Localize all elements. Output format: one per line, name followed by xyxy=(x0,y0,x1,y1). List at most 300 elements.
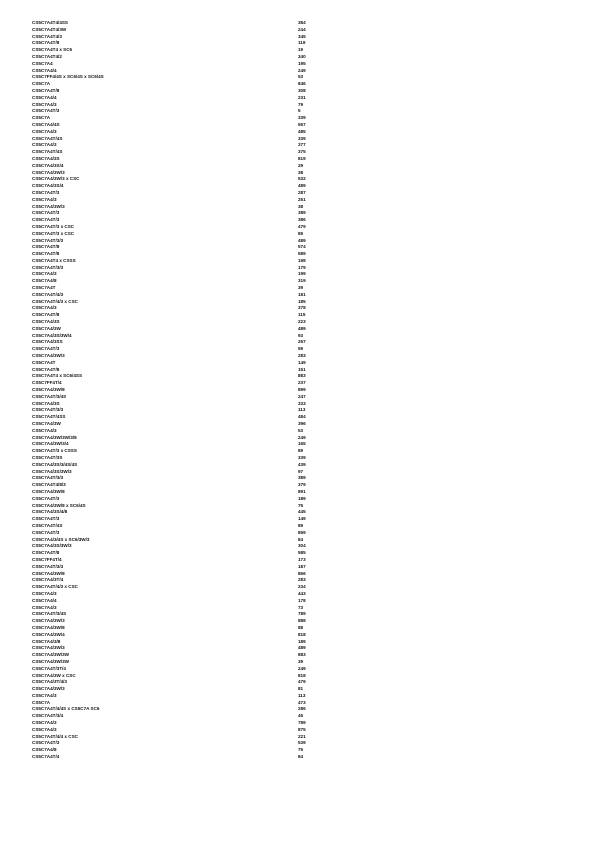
item-value: 189 xyxy=(298,495,306,501)
item-code: CS5C7A4T/4/3 x CSC xyxy=(32,298,78,304)
item-code: CS5C7A4T/4/4S x CS5C7A SC6 xyxy=(32,706,100,712)
list-item xyxy=(32,305,332,312)
list-item xyxy=(32,210,332,217)
item-code: CS5C7A4/4 xyxy=(32,94,57,100)
list-item xyxy=(32,734,332,741)
item-value: 375 xyxy=(298,149,306,155)
item-value: 73 xyxy=(298,604,304,610)
item-code: CS5C7A4T/4 xyxy=(32,754,60,760)
item-code: CS5C7A4T/3 xyxy=(32,217,60,223)
item-value: 178 xyxy=(298,597,306,603)
item-code: CS5C7A xyxy=(32,699,51,705)
item-value: 819 xyxy=(298,155,306,161)
list-item xyxy=(32,754,332,761)
list-item xyxy=(32,550,332,557)
list-item xyxy=(32,387,332,394)
item-code: CS5C7A4T/4SS xyxy=(32,414,66,420)
item-code: CS5C7A4/3S/4 xyxy=(32,183,64,189)
list-item xyxy=(32,142,332,149)
list-item xyxy=(32,421,332,428)
list-item xyxy=(32,503,332,510)
item-code: CS5C7A4T/3S xyxy=(32,455,63,460)
item-value: 75 xyxy=(298,502,304,508)
list-item xyxy=(32,571,332,578)
item-value: 585 xyxy=(298,550,306,556)
item-value: 79 xyxy=(298,101,304,107)
item-code: CS5C7A4T/8 xyxy=(32,244,60,250)
list-item xyxy=(32,122,332,129)
list-item xyxy=(32,102,332,109)
item-value: 286 xyxy=(298,706,306,712)
list-item xyxy=(32,47,332,54)
item-code: CS5C7A4T/4/4 x CSC xyxy=(32,733,78,739)
item-value: 165 xyxy=(298,441,306,447)
item-value: 149 xyxy=(298,359,306,365)
item-code: CS5C7A4T/3 xyxy=(32,189,60,195)
item-value: 489 xyxy=(298,325,306,331)
list-item xyxy=(32,598,332,605)
item-value: 247 xyxy=(298,393,306,399)
item-code: CS5C7A4/4 xyxy=(32,67,57,73)
item-value: 859 xyxy=(298,529,306,535)
item-value: 304 xyxy=(298,543,306,549)
item-code: CS5C7A4/3W/3/4 xyxy=(32,441,69,447)
item-code: CS5C7FF4T/4 xyxy=(32,380,62,386)
item-code: CS5C7A4/3 xyxy=(32,305,57,311)
list-item xyxy=(32,183,332,190)
list-item xyxy=(32,81,332,88)
item-code: CS5C7A4/3 xyxy=(32,142,57,148)
item-value: 846 xyxy=(298,81,306,87)
list-item xyxy=(32,605,332,612)
item-code: CS5C7A xyxy=(32,115,51,121)
item-value: 223 xyxy=(298,319,306,325)
list-item xyxy=(32,564,332,571)
list-item xyxy=(32,346,332,353)
item-code: CS5C7A4/3S/3W/3 xyxy=(32,543,72,549)
list-item xyxy=(32,435,332,442)
item-code: CS5C7A4/3S xyxy=(32,155,60,161)
list-item xyxy=(32,68,332,75)
list-item xyxy=(32,40,332,47)
item-code: CS5C7A4/3 xyxy=(32,271,57,277)
list-item xyxy=(32,693,332,700)
item-value: 29 xyxy=(298,162,304,168)
item-value: 88 xyxy=(298,624,304,630)
code-value-list xyxy=(32,20,332,761)
list-item xyxy=(32,373,332,380)
item-value: 231 xyxy=(298,94,306,100)
item-value: 251 xyxy=(298,196,306,202)
list-item xyxy=(32,54,332,61)
item-code: CS5C7A4/3 xyxy=(32,720,57,726)
item-value: 287 xyxy=(298,189,306,195)
list-item xyxy=(32,686,332,693)
item-value: 89 xyxy=(298,448,304,454)
list-item xyxy=(32,516,332,523)
item-value: 339 xyxy=(298,135,306,141)
item-code: CS5C7A4/3W x CSC xyxy=(32,672,76,678)
item-code: CS5C7A4T/4S xyxy=(32,135,63,141)
item-value: 97 xyxy=(298,468,304,474)
item-code: CS5C7A4T/3/4 xyxy=(32,713,64,719)
item-code: CS5C7A4T/3 xyxy=(32,529,60,535)
item-value: 883 xyxy=(298,652,306,658)
item-value: 39 xyxy=(298,658,304,664)
list-item xyxy=(32,469,332,476)
list-item xyxy=(32,537,332,544)
item-value: 89 xyxy=(298,230,304,236)
item-value: 75 xyxy=(298,747,304,753)
item-code: CS5C7A4/3S xyxy=(32,319,60,325)
item-code: CS5C7A4T/3T/4 xyxy=(32,665,66,671)
item-value: 396 xyxy=(298,421,306,427)
list-item xyxy=(32,27,332,34)
item-value: 283 xyxy=(298,353,306,359)
item-code: CS5C7FF4T/4 xyxy=(32,556,62,562)
item-code: CS5C7A4/3W/3 xyxy=(32,686,65,692)
item-value: 789 xyxy=(298,611,306,617)
item-code: CS5C7A4T/3/3 xyxy=(32,475,64,481)
item-code: CS5C7A4T/3 x CSC xyxy=(32,223,75,229)
item-code: CS5C7A4T4 x SC6/4SS xyxy=(32,373,83,379)
item-code: CS5C7A4/4 xyxy=(32,597,57,603)
item-value: 484 xyxy=(298,414,306,420)
item-value: 119 xyxy=(298,40,306,46)
item-code: CS5C7A4T/3/3 xyxy=(32,264,64,270)
list-item xyxy=(32,720,332,727)
list-item xyxy=(32,299,332,306)
item-value: 249 xyxy=(298,67,306,73)
item-value: 539 xyxy=(298,740,306,746)
item-value: 53 xyxy=(298,427,304,433)
item-value: 84 xyxy=(298,536,304,542)
list-item xyxy=(32,88,332,95)
item-code: CS5C7A4T/3 xyxy=(32,516,60,522)
list-item xyxy=(32,428,332,435)
list-item xyxy=(32,34,332,41)
list-item xyxy=(32,407,332,414)
item-code: CS5C7A4T4 x CSSS xyxy=(32,257,76,263)
item-code: CS5C7A4/3W xyxy=(32,421,61,427)
list-item xyxy=(32,258,332,265)
list-item xyxy=(32,224,332,231)
item-code: CS5C7A4/3/8 xyxy=(32,638,61,644)
list-item xyxy=(32,367,332,374)
item-code: CS5C7A4T/8 xyxy=(32,550,60,556)
item-value: 473 xyxy=(298,699,306,705)
item-value: 386 xyxy=(298,217,306,223)
item-code: CS5C7A4/3W/8 xyxy=(32,488,65,494)
list-item xyxy=(32,95,332,102)
item-value: 574 xyxy=(298,244,306,250)
item-code: CS5C7A4/3W/3 xyxy=(32,353,65,359)
item-value: 19 xyxy=(298,47,304,53)
item-value: 257 xyxy=(298,339,306,345)
list-item xyxy=(32,740,332,747)
item-code: CS5C7A xyxy=(32,81,51,87)
item-value: 866 xyxy=(298,570,306,576)
item-code: CS5C7A4T/4/3 x CSC xyxy=(32,584,78,590)
item-value: 891 xyxy=(298,488,306,494)
item-value: 489 xyxy=(298,645,306,651)
item-code: CS5C7A4/3W/3W/3/8 xyxy=(32,434,77,440)
item-code: CS5C7A4/3W/8 xyxy=(32,570,65,576)
list-item xyxy=(32,706,332,713)
list-item xyxy=(32,312,332,319)
list-item xyxy=(32,639,332,646)
list-item xyxy=(32,285,332,292)
item-code: CS5C7A4/3W/3 xyxy=(32,645,65,651)
item-value: 181 xyxy=(298,291,306,297)
list-item xyxy=(32,333,332,340)
list-item xyxy=(32,414,332,421)
item-value: 244 xyxy=(298,26,306,32)
item-code: CS5C7A4T4/2 xyxy=(32,53,62,59)
item-value: 445 xyxy=(298,509,306,515)
item-code: CS5C7A4T4 x SC6 xyxy=(32,47,73,53)
item-value: 151 xyxy=(298,366,306,372)
item-code: CS5C7FF4/4S x SC6/4S x SC6/4S xyxy=(32,74,104,80)
item-code: CS5C7A4/3W/8 x SC6/4S xyxy=(32,502,86,508)
list-item xyxy=(32,115,332,122)
item-code: CS5C7A4/3W xyxy=(32,325,61,331)
list-item xyxy=(32,747,332,754)
item-value: 485 xyxy=(298,128,306,134)
item-value: 532 xyxy=(298,176,306,182)
list-item xyxy=(32,618,332,625)
list-item xyxy=(32,251,332,258)
item-value: 818 xyxy=(298,672,306,678)
item-value: 234 xyxy=(298,584,306,590)
list-item xyxy=(32,557,332,564)
list-item xyxy=(32,659,332,666)
item-code: CS5C7A4T4/4SS xyxy=(32,20,69,25)
list-item xyxy=(32,489,332,496)
item-value: 89 xyxy=(298,522,304,528)
item-code: CS5C7A4T/4/3 xyxy=(32,291,64,297)
item-value: 888 xyxy=(298,618,306,624)
item-code: CS5C7A4/3 xyxy=(32,726,57,732)
item-code: CS5C7A4T/3 xyxy=(32,740,60,746)
item-code: CS5C7A4T/8 xyxy=(32,87,60,93)
item-code: CS5C7A4T4/8/3 xyxy=(32,482,66,488)
item-value: 149 xyxy=(298,516,306,522)
item-value: 789 xyxy=(298,720,306,726)
item-value: 389 xyxy=(298,210,306,216)
item-code: CS5C7A4/3 xyxy=(32,128,57,134)
item-value: 113 xyxy=(298,407,306,413)
list-item xyxy=(32,679,332,686)
item-value: 187 xyxy=(298,563,306,569)
item-value: 345 xyxy=(298,33,306,39)
item-value: 179 xyxy=(298,264,306,270)
item-code: CS5C7A4/3 xyxy=(32,692,57,698)
item-value: 84 xyxy=(298,754,304,760)
list-item xyxy=(32,149,332,156)
list-item xyxy=(32,163,332,170)
item-value: 198 xyxy=(298,257,306,263)
item-code: CS5C7A4/8 xyxy=(32,278,57,284)
item-code: CS5C7A4T/3/4S xyxy=(32,611,67,617)
list-item xyxy=(32,326,332,333)
list-item xyxy=(32,136,332,143)
list-item xyxy=(32,20,332,27)
list-item xyxy=(32,611,332,618)
item-code: CS5C7A4T/3 x CSC xyxy=(32,230,75,236)
item-code: CS5C7A4T/3/3 xyxy=(32,237,64,243)
item-value: 93 xyxy=(298,332,304,338)
item-code: CS5C7A4T/8 xyxy=(32,366,60,372)
list-item xyxy=(32,496,332,503)
item-value: 333 xyxy=(298,400,306,406)
item-value: 340 xyxy=(298,53,306,59)
item-code: CS5C7A4/3W/8 xyxy=(32,387,65,393)
item-value: 173 xyxy=(298,556,306,562)
item-code: CS5C7A4/4S xyxy=(32,121,60,127)
list-item xyxy=(32,170,332,177)
item-code: CS5C7A4T/3 x CSSS xyxy=(32,448,77,454)
item-code: CS5C7A4 xyxy=(32,60,53,66)
item-value: 589 xyxy=(298,251,306,257)
item-code: CS5C7A4/3SS xyxy=(32,339,63,345)
item-value: 479 xyxy=(298,679,306,685)
item-code: CS5C7A4T/4S xyxy=(32,522,63,528)
item-value: 199 xyxy=(298,271,306,277)
item-code: CS5C7A4/3/4S x SC6/3W/3 xyxy=(32,536,90,542)
item-code: CS5C7A4T/4S xyxy=(32,149,63,155)
item-value: 384 xyxy=(298,20,306,25)
item-code: CS5C7A4/3S/3/4S/4S xyxy=(32,461,78,467)
list-item xyxy=(32,74,332,81)
list-item xyxy=(32,401,332,408)
item-code: CS5C7A4T/3 xyxy=(32,346,60,352)
item-code: CS5C7A4T/3 xyxy=(32,108,60,114)
item-code: CS5C7A4/3 xyxy=(32,604,57,610)
list-item xyxy=(32,666,332,673)
item-value: 899 xyxy=(298,387,306,393)
item-value: 189 xyxy=(298,638,306,644)
item-value: 557 xyxy=(298,121,306,127)
item-code: CS5C7A4/3W/3 xyxy=(32,618,65,624)
item-value: 38 xyxy=(298,203,304,209)
list-item xyxy=(32,292,332,299)
list-item xyxy=(32,244,332,251)
item-code: CS5C7A4/3S/4/8 xyxy=(32,509,68,515)
item-code: CS5C7A4T xyxy=(32,359,56,365)
item-code: CS5C7A4/3W/3W xyxy=(32,658,70,664)
list-item xyxy=(32,441,332,448)
item-value: 115 xyxy=(298,312,306,318)
item-value: 113 xyxy=(298,692,306,698)
item-value: 221 xyxy=(298,733,306,739)
item-code: CS5C7A4/3T/4 xyxy=(32,577,64,583)
list-item xyxy=(32,475,332,482)
item-value: 818 xyxy=(298,631,306,637)
item-code: CS5C7A4T/3/4S xyxy=(32,393,67,399)
list-item xyxy=(32,217,332,224)
list-item xyxy=(32,61,332,68)
item-code: CS5C7A4T4/3 xyxy=(32,33,62,39)
item-code: CS5C7A4/3 xyxy=(32,427,57,433)
list-item xyxy=(32,156,332,163)
list-item xyxy=(32,197,332,204)
list-item xyxy=(32,380,332,387)
item-code: CS5C7A4T/3/3 xyxy=(32,563,64,569)
list-item xyxy=(32,394,332,401)
list-item xyxy=(32,523,332,530)
item-value: 53 xyxy=(298,74,304,80)
item-code: CS5C7A4T/8 xyxy=(32,40,60,46)
list-item xyxy=(32,448,332,455)
item-value: 489 xyxy=(298,237,306,243)
item-value: 339 xyxy=(298,115,306,121)
list-item xyxy=(32,645,332,652)
item-value: 45 xyxy=(298,713,304,719)
item-code: CS5C7A4T/8 xyxy=(32,251,60,257)
item-value: 5 xyxy=(298,108,301,114)
item-value: 875 xyxy=(298,726,306,732)
item-code: CS5C7A4T4/3W xyxy=(32,26,67,32)
list-item xyxy=(32,360,332,367)
item-code: CS5C7A4/3W/3W xyxy=(32,652,70,658)
item-value: 339 xyxy=(298,455,306,460)
item-value: 378 xyxy=(298,305,306,311)
item-value: 377 xyxy=(298,142,306,148)
list-item xyxy=(32,265,332,272)
list-item xyxy=(32,339,332,346)
item-code: CS5C7A4/3W/8 xyxy=(32,624,65,630)
list-item xyxy=(32,176,332,183)
list-item xyxy=(32,271,332,278)
item-code: CS5C7A4T/3 xyxy=(32,210,60,216)
item-code: CS5C7A4/3S/3W/4 xyxy=(32,332,72,338)
list-item xyxy=(32,584,332,591)
list-item xyxy=(32,319,332,326)
item-value: 308 xyxy=(298,87,306,93)
list-item xyxy=(32,577,332,584)
item-value: 81 xyxy=(298,686,304,692)
item-value: 479 xyxy=(298,223,306,229)
item-code: CS5C7A4/8 xyxy=(32,747,57,753)
list-item xyxy=(32,700,332,707)
item-value: 39 xyxy=(298,285,304,291)
list-item xyxy=(32,652,332,659)
item-code: CS5C7A4/3S/3W/3 xyxy=(32,468,72,474)
item-code: CS5C7A4T/8 xyxy=(32,312,60,318)
item-code: CS5C7A4/3S xyxy=(32,400,60,406)
item-value: 443 xyxy=(298,590,306,596)
item-code: CS5C7A4T/3 xyxy=(32,495,60,501)
list-item xyxy=(32,632,332,639)
item-value: 883 xyxy=(298,373,306,379)
list-item xyxy=(32,455,332,462)
item-value: 379 xyxy=(298,482,306,488)
item-value: 237 xyxy=(298,380,306,386)
list-item xyxy=(32,482,332,489)
item-value: 489 xyxy=(298,183,306,189)
item-code: CS5C7A4/3W/3 x CSC xyxy=(32,176,80,182)
list-item xyxy=(32,108,332,115)
list-item xyxy=(32,190,332,197)
item-value: 185 xyxy=(298,298,306,304)
item-code: CS5C7A4/3W/3 xyxy=(32,169,65,175)
item-value: 283 xyxy=(298,577,306,583)
list-item xyxy=(32,727,332,734)
list-item xyxy=(32,129,332,136)
item-value: 249 xyxy=(298,665,306,671)
list-item xyxy=(32,462,332,469)
